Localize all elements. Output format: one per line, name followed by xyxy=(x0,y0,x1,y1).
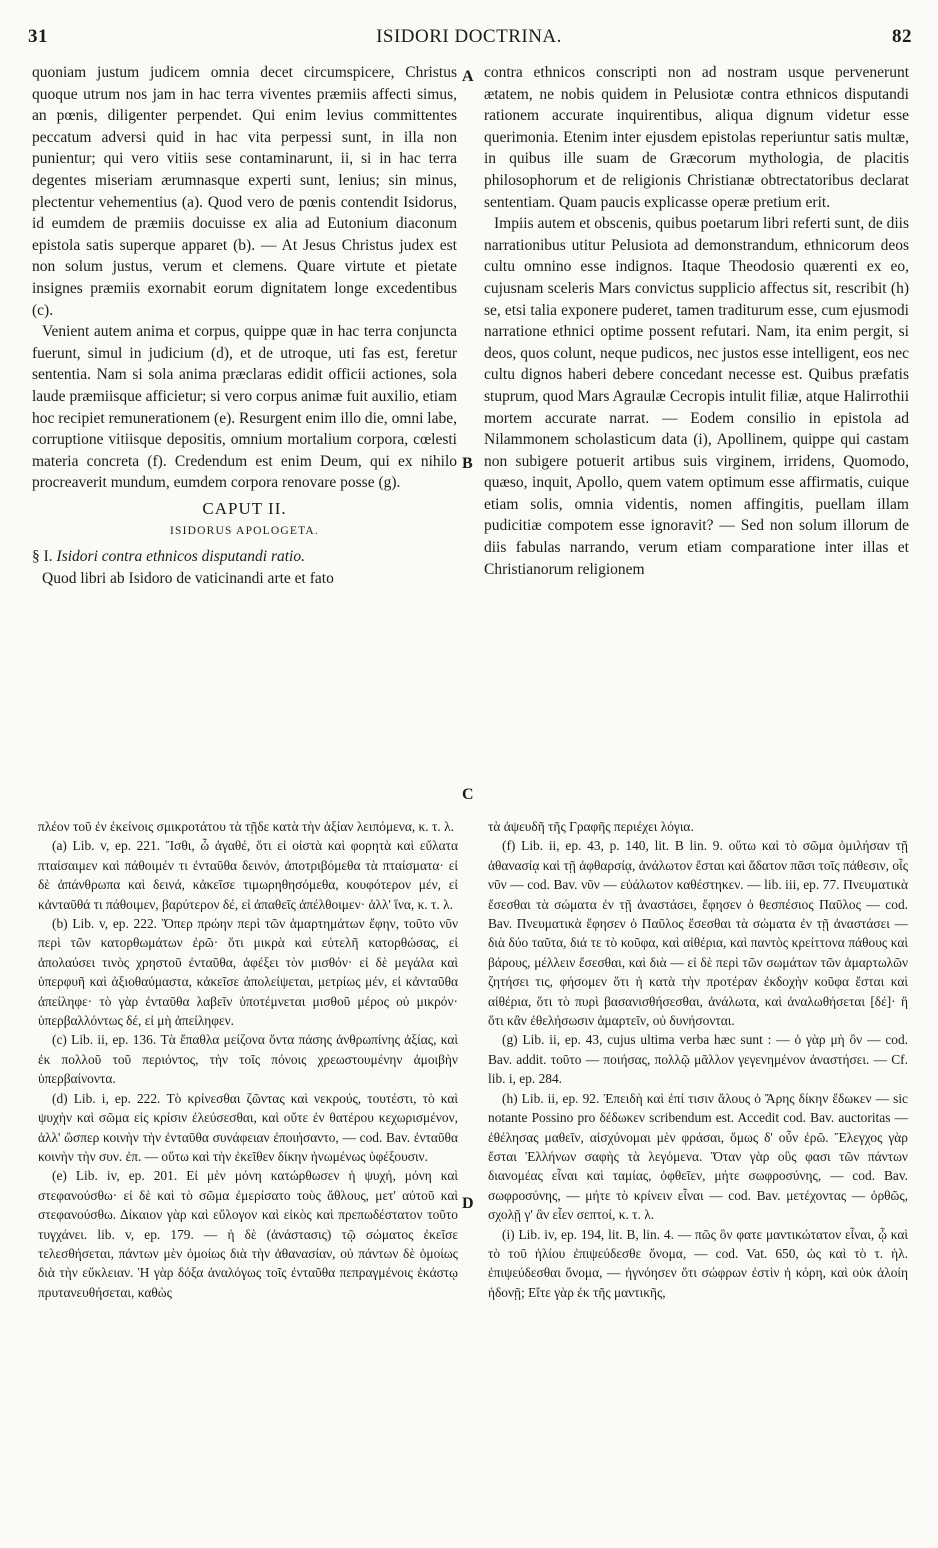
footnote-e: (e) Lib. iv, ep. 201. Εἰ μὲν μόνη κατώρθωσεν ἡ ψυχή, μόνη καὶ στεφανούσθω· εἰ δὲ καὶ τὸ σῶμα ἐμερίσατο τοὺς ἄθλους, μετ' αὐτοῦ καὶ στεφανούσθω. Δίκαιον γὰρ καὶ εὔλογον καὶ εἰκὸς καὶ πρεπωδέστατον τοῦτο τυγχάνει. lib. v, ep. 179. — ἡ δὲ (ἀνάστασις) τῷ σώματος ἐκεῖσε τελεσθήσεται, πάντων μὲν ὁμοίως διὰ τὴν ἀθανασίαν, οὐ πάντων δὲ ὁμοίως διὰ τὴν εὔκλειαν. Ἡ γὰρ δόξα ἀναλόγως τοῖς ἐνταῦθα πεπραγμένοις ἑκάστῳ πρυτανευθήσεται, καθὼς xyxy=(38,1168,458,1300)
page-number-right: 82 xyxy=(892,26,912,47)
section-number: § I. xyxy=(32,548,53,566)
page-number-left: 31 xyxy=(28,26,48,47)
marker-a: A xyxy=(462,68,474,85)
marker-c: C xyxy=(462,786,474,803)
chapter-subtitle: ISIDORUS APOLOGETA. xyxy=(169,525,320,538)
footnote-continuation: τὰ ἀψευδῆ τῆς Γραφῆς περιέχει λόγια. xyxy=(488,819,694,834)
footnotes xyxy=(24,817,914,1517)
footnotes-right-column xyxy=(488,817,908,1302)
running-header xyxy=(24,22,914,52)
footnote-f: (f) Lib. ii, ep. 43, p. 140, lit. B lin. 9. οὕτω καὶ τὸ σῶμα ὁμιλήσαν τῇ ἀθανασίᾳ καὶ τῇ ἀφθαρσίᾳ, ἀνάλωτον ἔσται καὶ ἄδατον πᾶσι τοῖς πάθεσιν, οἷς νῦν — cod. Bav. νῦν — εὐάλωτον καθέστηκεν. — lib. iii, ep. 77. Πνευματικὰ ἔσεσθαι τὰ σώματα ἐν τῇ ἀναστάσει, ἔφησεν ὁ θεσπέσιος Παῦλος — cod. Bav. Πνευματικὰ ἔφησεν ὁ Παῦλος ἔσεσθαι τὰ σώματα ἐν τῇ ἀναστάσει — διὰ δύο ταῦτα, διά τε τὸ κοῦφα, καὶ αἰθέρια, καὶ παντὸς κρείττονα πάθους καὶ βάρους, μέλλειν ἔσεσθαι, καὶ διὰ — εἰ δὲ περὶ τῶν σωμάτων τῶν ἁμαρτωλῶν ζητήσει τις, φήσομεν ὅτι ἡ κατὰ τὴν προτέραν ἐκδοχὴν κοῦφα ἔσται καὶ αἰθέρια, ὅτι τὸ πυρὶ βασανισθήσεσθαι, ἀνάλωτα, καὶ ἀναλωθήσεται [δέ]· ἢ ὅτι κἂν ἐθελήσωσιν ἁμαρτεῖν, οὐ δυνήσονται. xyxy=(488,838,908,1029)
paragraph: Quod libri ab Isidoro de vaticinandi arte et fato xyxy=(42,569,334,587)
footnote-continuation: πλέον τοῦ ἐν ἐκείνοις σμικροτάτου τὰ τῇδε κατὰ τὴν ἀξίαν λειπόμενα, κ. τ. λ. xyxy=(38,819,454,834)
right-column xyxy=(484,62,909,580)
section-title: Isidori contra ethnicos disputandi ratio. xyxy=(56,548,305,566)
paragraph: Impiis autem et obscenis, quibus poetarum libri referti sunt, de diis narrationibus utitur Pelusiota ad demonstrandum, ethnicorum deos cultu omnino esse indignos. Itaque Theodosio quærenti ex eo, cujusnam sceleris Mars convictus supplicio affectus sit, rescribit (h) se, etsi talia exponere puderet, tamen traditurum esse, cum ejusmodi narratione ethnici optime possent refutari. Nam, ita enim pergit, si deos, quos colunt, neque pudicos, nec justos esse intelligent, eos nec cultu dignos haberi debere concedant necesse est. Quibus præfatis stuprum, quod Mars Agraulæ Cecropis intulit filiæ, atque Halirrothii mortem accurate narrat. — Eodem consilio in epistola ad Nilammonem scholasticum data (i), Apollinem, quippe qui castam non subigere potuerit artibus suis virginem, irridens, Quomodo, quæso, inquit, Apollo, quem vatem optimum esse affirmatis, cuique etiam solis, omnia videntis, nomen affingitis, puellam illam pudicitiæ compotem esse ignoravit? — Sed non solum illorum de diis fabulas narrando, verum etiam comparatione inter illas et Christianorum religionem xyxy=(484,215,909,578)
footnote-c: (c) Lib. ii, ep. 136. Τὰ ἔπαθλα μείζονα ὄντα πάσης ἀνθρωπίνης ἀξίας, καὶ ἐκ πολλοῦ τοῦ περιόντος, τὴν τοῖς πόνοις χρεωστουμένην ἀμοιβὴν ὑπερβαίνοντα. xyxy=(38,1032,458,1087)
footnote-h: (h) Lib. ii, ep. 92. Ἐπειδὴ καὶ ἐπί τισιν ἄλους ὁ Ἄρης δίκην ἔδωκεν — sic notante Possino pro δέδωκεν scribendum est. Accedit cod. Bav. auctoritas — ἐθέλησας μαθεῖν, αἰσχύνομαι μὲν φράσαι, ὅμως δ' οὖν ἐρῶ. Ἔλεγχος γὰρ ἔσται Ἑλλήνων σαφὴς τὰ λεγόμενα. Ὅταν γὰρ οὓς φασι τῶν πάντων διανομέας εἶναι καὶ ταμίας, ὀφθεῖεν, μήτε σωφροσύνης, — cod. Bav. σωφροσύνης, — μήτε τὸ κρίνειν εἶναι — cod. Bav. μετέχοντας — ὀρθῶς, σχολῇ γ' ἂν εἶεν σεπτοί, κ. τ. λ. xyxy=(488,1090,908,1223)
section-heading xyxy=(32,546,457,568)
running-title: ISIDORI DOCTRINA. xyxy=(376,26,562,47)
footnote-b: (b) Lib. v, ep. 222. Ὅπερ πρώην περὶ τῶν ἁμαρτημάτων ἔφην, τοῦτο νῦν περὶ τῶν κατορθωμάτων ἐρῶ· ὅτι μικρὰ καὶ εὐτελῆ κατορθώσας, εἰ ἀπολαύσει τινὸς χρηστοῦ ἐνταῦθα, ἀφέξει τὸν μισθόν· εἰ δὲ μεγάλα καὶ ὑπερφυῆ καὶ ἀξιοθαύμαστα, κἀκεῖσε ἀπολείψεται, μετρίως μέν, εἰ κἀνταῦθα ἀπείληφε· τὸ γὰρ ἐνταῦθα λαβεῖν ὑποτέμνεται μισθοῦ μέρος οὐ μικρόν· ὑπερβαλλόντως δέ, εἰ μὴ ἀπείληφεν. xyxy=(38,916,458,1029)
chapter-heading: CAPUT II. xyxy=(202,498,287,518)
marker-d: D xyxy=(462,1195,474,1212)
footnote-g: (g) Lib. ii, ep. 43, cujus ultima verba hæc sunt : — ὁ γὰρ μὴ ὂν — cod. Bav. addit. τοῦτο — ποιήσας, πολλῷ μᾶλλον γεγενημένον ἀναστήσει. — Cf. lib. i, ep. 284. xyxy=(488,1032,908,1087)
page xyxy=(24,22,914,1522)
paragraph: quoniam justum judicem omnia decet circumspicere, Christus quoque utrum nos jam in hac terra viventes præmiis affecti simus, an pœnis, diligenter perpendet. Qui enim levius committentes peccatum adversi quid in hac vita perpessi sunt, in illa non punientur; qui vero vitiis sese contaminarunt, ii, si in hac terra degentes miseriam ærumnasque experti sunt, lenius; sin minus, plectentur vehementius (a). Quod vero de pœnis contendit Isidorus, id eumdem de præmiis docuisse ex alia ad Eutonium diaconum epistola satis superque apparet (b). — At Jesus Christus judex est non solum justus, verum et clemens. Quare virtute et pietate insignes præmiis exornabit eorum dignitatem longe excedentibus (c). xyxy=(32,64,457,319)
main-text xyxy=(24,62,914,814)
footnote-d: (d) Lib. i, ep. 222. Τὸ κρίνεσθαι ζῶντας καὶ νεκρούς, τουτέστι, τὸ καὶ ψυχὴν καὶ σῶμα εἰς κρίσιν ἐλεύσεσθαι, καὶ οὔτε ἐν θατέρου κεχωρισμένον, ἀλλ' ὥσπερ κοινὴν τὴν ἐνταῦθα συνάφειαν ἐποιήσαντο, — cod. Bav. ἐνταῦθα κοινὴν τὴν συν. ἐπ. — οὕτω καὶ τὴν ἐκεῖθεν δίκην ἠνωμένως ὑφέξουσιν. xyxy=(38,1090,458,1164)
paragraph: contra ethnicos conscripti non ad nostram usque pervenerunt ætatem, ne nobis quidem in Pelusiotæ contra ethnicos disputandi rationem accurate inquirentibus, aliqua dignum videtur esse querimonia. Etenim inter ejusdem epistolas reperiuntur satis multæ, in quibus ille suam de Græcorum mythologia, de placitis philosophorum et de religionis Christianæ obtrectatoribus declarat sententiam. Quam paucis explicasse operæ pretium erit. xyxy=(484,64,909,211)
footnote-a: (a) Lib. v, ep. 221. Ἴσθι, ὦ ἀγαθέ, ὅτι εἰ οἰστὰ καὶ φορητὰ καὶ εὔλατα πταίσαιμεν καὶ πάθοιμέν τι ἐνταῦθα δεινόν, ἀποτριβόμεθα τὰ πταίσματα· εἰ δὲ ἀπάνθρωπα καὶ δεινά, κἀκεῖσε τιμωρηθησόμεθα, κουφότερον μέν, εἰ κἀνταῦθά τι πάθοιμεν, βαρύτερον δέ, εἰ ἀπαθεῖς ἀπέλθοιμεν· ἀλλ' ἵνα, κ. τ. λ. xyxy=(38,838,458,912)
paragraph: Venient autem anima et corpus, quippe quæ in hac terra conjuncta fuerunt, simul in judicium (d), et de utroque, uti fas est, feretur sententia. Nam si sola anima præclaras edidit officii actiones, sola laude præmiisque afficietur; si vero corpus animæ fuit auxilio, etiam hoc recipiet remunerationem (e). Resurgent enim illo die, omni labe, corruptione vitiisque depositis, omnium mortalium corpora, cœlesti materia concreta (f). Credendum est enim Deum, qui ex nihilo procreaverit mundum, eumdem corpora renovare posse (g). xyxy=(32,323,458,492)
footnotes-left-column xyxy=(38,817,458,1302)
footnote-i: (i) Lib. iv, ep. 194, lit. B, lin. 4. — πῶς ὃν φατε μαντικώτατον εἶναι, ᾧ καὶ τὸ τοῦ ἡλίου ἐπιψεύδεσθε ὄνομα, — cod. Vat. 650, ὡς καὶ τὸ τ. ἡλ. ἐπιψεύδεσθαι ὄνομα, — ἠγνόησεν ὅτι σώφρων ἐστὶν ἡ κόρη, καὶ οὐκ ἁλοίη ἡδονῇ; Εἴτε γὰρ ἐκ τῆς μαντικῆς, xyxy=(488,1226,908,1300)
marker-b: B xyxy=(462,455,473,472)
left-column xyxy=(32,62,457,589)
